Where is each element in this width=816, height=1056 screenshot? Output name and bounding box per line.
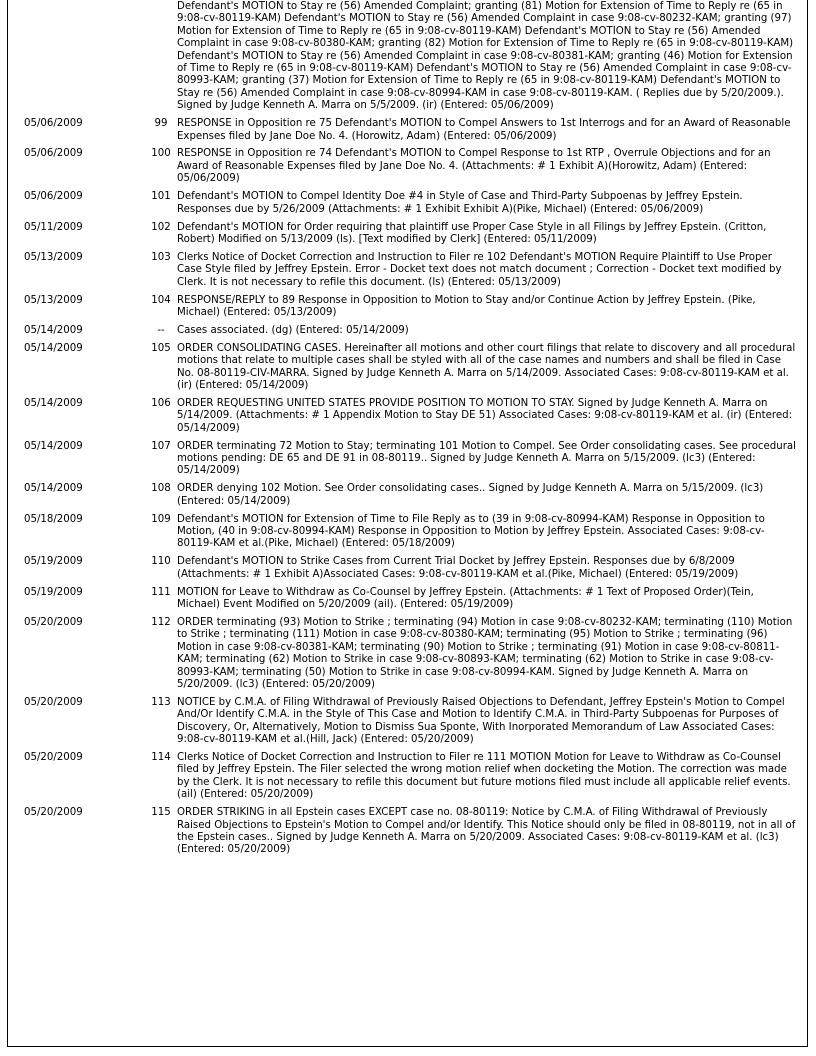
- entry-text: MOTION for Leave to Withdraw as Co-Counsel by Jeffrey Epstein. (Attachments: # 1 Text of Proposed Order)(Tein, Michael) Event Modified on 5/20/2009 (ail). (Entered: 05/19/2009): [177, 586, 754, 611]
- entry-number: 105: [151, 342, 171, 354]
- entry-number: [155, 1, 168, 118]
- entry-date: 05/06/2009: [24, 148, 83, 160]
- entry-text: RESPONSE in Opposition re 75 Defendant's MOTION to Compel Answers to 1st Interrogs and for an Award of Reasonable Expenses filed by Jane Doe No. 4. (Horowitz, Adam) (Entered: 05/06/2009): [177, 118, 791, 142]
- entry-date: 05/19/2009: [24, 556, 83, 568]
- docket-entry: [8, 752, 808, 807]
- entry-number: 102: [151, 221, 171, 233]
- entry-date: 05/13/2009: [24, 251, 83, 263]
- docket-entry: [8, 441, 808, 484]
- docket-entry: [8, 148, 808, 191]
- entry-number: --: [157, 324, 165, 336]
- entry-date: 05/18/2009: [24, 513, 83, 525]
- entry-text: ORDER denying 102 Motion. See Order consolidating cases.. Signed by Judge Kenneth A. Marra on 5/15/2009. (lc3) (Entered: 05/14/2009): [177, 483, 764, 507]
- entry-number: 104: [151, 294, 171, 306]
- docket-entry: [8, 587, 808, 617]
- entry-number: 99: [154, 118, 168, 130]
- entry-date: 05/20/2009: [24, 807, 83, 819]
- entry-text: Defendant's MOTION to Strike Cases from Current Trial Docket by Jeffrey Epstein. Responses due by 6/8/2009 (Attachments: # 1 Exhibit A)Associated Cases: 9:08-cv-80119-KAM et al.(Pike, Michael) (Entered: 05/19/2009): [177, 556, 739, 580]
- entry-number: 113: [151, 696, 171, 708]
- entry-date: 05/20/2009: [24, 696, 83, 708]
- entry-text: ORDER CONSOLIDATING CASES. Hereinafter all motions and other court filings that relate to discovery and all procedural motions that relate to multiple cases shall be styled with all of the case names and numbers and shall be filed in Case No. 08-80119-CIV-MARRA. Signed by Judge Kenneth A. Marra on 5/14/2009. Associated Cases: 9:08-cv-80119-KAM et al. (ir) (Entered: 05/14/2009): [177, 342, 796, 391]
- entry-number: 111: [151, 586, 171, 598]
- entry-text: Cases associated. (dg) (Entered: 05/14/2009): [177, 324, 409, 336]
- entry-number: 107: [151, 440, 171, 452]
- docket-entry: [8, 556, 808, 586]
- entry-date: 05/20/2009: [24, 616, 83, 628]
- entry-text: RESPONSE in Opposition re 74 Defendant's MOTION to Compel Response to 1st RTP , Overrule Objections and for an Award of Reasonable Expenses filed by Jane Doe No. 4. (Attachments: # 1 Exhibit A)(Horowitz, Adam) (Entered: 05/06/2009): [177, 148, 771, 185]
- entry-text: ORDER REQUESTING UNITED STATES PROVIDE POSITION TO MOTION TO STAY. Signed by Judge Kenneth A. Marra on 5/14/2009. (Attachments: # 1 Appendix Motion to Stay DE 51) Associated Cases: 9:08-cv-80119-KAM et al. (ir) (Entered: 05/14/2009): [177, 397, 793, 434]
- entry-text: Defendant's MOTION for Order requiring that plaintiff use Proper Case Style in all Filings by Jeffrey Epstein. (Critton, Robert) Modified on 5/13/2009 (ls). [Text modified by Clerk] (Entered: 05/11/2009): [177, 221, 767, 245]
- entry-text: ORDER terminating 72 Motion to Stay; terminating 101 Motion to Compel. See Order consolidating cases. See procedural motions pending: DE 65 and DE 91 in 08-80119.. Signed by Judge Kenneth A. Marra on 5/15/2009. (lc3) (Entered: 05/14/2009): [177, 440, 796, 477]
- docket-entry: [8, 325, 808, 343]
- entry-date: 05/14/2009: [24, 324, 83, 336]
- docket-entry-continued: [8, 1, 808, 118]
- docket-entry: [8, 252, 808, 295]
- docket-entry: [8, 514, 808, 557]
- docket-table: [8, 1, 808, 862]
- entry-text: Defendant's MOTION to Compel Identity Doe #4 in Style of Case and Third-Party Subpoenas by Jeffrey Epstein. Responses due by 5/26/2009 (Attachments: # 1 Exhibit Exhibit A)(Pike, Michael) (Entered: 05/06/2009): [177, 191, 743, 215]
- docket-entry: [8, 398, 808, 441]
- entry-date: 05/11/2009: [24, 221, 83, 233]
- entry-date: 05/14/2009: [24, 440, 83, 452]
- entry-date: 05/06/2009: [24, 191, 83, 203]
- entry-text: ORDER terminating (93) Motion to Strike ; terminating (94) Motion in case 9:08-cv-80232-KAM; terminating (110) Motion to Strike ; terminating (111) Motion in case 9:08-cv-80380-KAM; terminating (95) Motion to Strike ; terminating (96) Motion in case 9:08-cv-80381-KAM; terminating (90) Motion to Strike ; terminating (91) Motion in case 9:08-cv-80811-KAM; terminating (62) Motion to Strike in case 9:08-cv-80893-KAM; terminating (62) Motion to Strike in case 9:08-cv-80993-KAM; terminating (50) Motion to Strike in case 9:08-cv-80994-KAM. Signed by Judge Kenneth A. Marra on 5/20/2009. (lc3) (Entered: 05/20/2009): [177, 616, 793, 690]
- entry-text: Defendant's MOTION for Extension of Time to File Reply as to (39 in 9:08-cv-80994-KAM) Response in Opposition to Motion, (40 in 9:08-cv-80994-KAM) Response in Opposition to Motion by Jeffrey Epstein. Associated Cases: 9:08-cv-80119-KAM et al.(Pike, Michael) (Entered: 05/18/2009): [177, 513, 765, 550]
- entry-number: 108: [151, 483, 171, 495]
- entry-date: 05/14/2009: [24, 342, 83, 354]
- docket-entry: [8, 697, 808, 752]
- entry-text: ORDER STRIKING in all Epstein cases EXCEPT case no. 08-80119: Notice by C.M.A. of Filing Withdrawal of Previously Raised Objections to Epstein's Motion to Compel and/or Identify. This Notice should only be filed in 08-80119, not in all of the Epstein cases.. Signed by Judge Kenneth A. Marra on 5/20/2009. Associated Cases: 9:08-cv-80119-KAM et al. (lc3) (Entered: 05/20/2009): [177, 807, 796, 856]
- entry-number: 109: [151, 513, 171, 525]
- entry-text: Clerks Notice of Docket Correction and Instruction to Filer re 111 MOTION Motion for Leave to Withdraw as Co-Counsel filed by Jeffrey Epstein. The Filer selected the wrong motion relief when docketing the Motion. The correction was made by the Clerk. It is not necessary to refile this document but future motions filed must include all applicable relief events. (ail) (Entered: 05/20/2009): [177, 752, 791, 801]
- docket-entry: [8, 118, 808, 148]
- docket-entry: [8, 222, 808, 252]
- entry-date: 05/19/2009: [24, 586, 83, 598]
- entry-date: 05/14/2009: [24, 483, 83, 495]
- entry-number: 115: [151, 807, 171, 819]
- docket-entry: [8, 191, 808, 221]
- docket-entry: [8, 343, 808, 398]
- entry-number: 114: [151, 752, 171, 764]
- entry-number: 100: [151, 148, 171, 160]
- docket-entry: [8, 295, 808, 325]
- entry-text: NOTICE by C.M.A. of Filing Withdrawal of Previously Raised Objections to Defendant, Jeffrey Epstein's Motion to Compel And/Or Identify C.M.A. in the Style of This Case and Motion to Identify C.M.A. in Third-Party Subpoenas for Purposes of Discovery, Or, Alternatively, Motion to Dismiss Sua Sponte, With Inorporated Memorandum of Law Associated Cases: 9:08-cv-80119-KAM et al.(Hill, Jack) (Entered: 05/20/2009): [177, 696, 785, 746]
- entry-number: 110: [151, 556, 171, 568]
- entry-date: 05/20/2009: [24, 752, 83, 764]
- entry-text: RESPONSE/REPLY to 89 Response in Opposition to Motion to Stay and/or Continue Action by Jeffrey Epstein. (Pike, Michael) (Entered: 05/13/2009): [177, 294, 756, 318]
- docket-entry: [8, 617, 808, 697]
- entry-text: Clerks Notice of Docket Correction and Instruction to Filer re 102 Defendant's MOTION Require Plaintiff to Use Proper Case Style filed by Jeffrey Epstein. Error - Docket text does not match document ; Correction - Docket text modified by Clerk. It is not necessary to refile this document. (ls) (Entered: 05/13/2009): [177, 251, 782, 288]
- entry-date: [8, 1, 155, 118]
- entry-number: 103: [151, 251, 171, 263]
- entry-number: 112: [151, 616, 171, 628]
- entry-date: 05/13/2009: [24, 294, 83, 306]
- entry-date: 05/06/2009: [24, 118, 83, 130]
- entry-number: 101: [151, 191, 171, 203]
- docket-entry: [8, 483, 808, 513]
- entry-date: 05/14/2009: [24, 397, 83, 409]
- entry-number: 106: [151, 397, 171, 409]
- docket-entry: [8, 807, 808, 862]
- entry-text: Defendant's MOTION to Stay re (56) Amended Complaint; granting (81) Motion for Extension of Time to Reply re (65 in 9:08-cv-80119-KAM) Defendant's MOTION to Stay re (56) Amended Complaint in case 9:08-cv-80232-KAM; granting (97) Motion for Extension of Time to Reply re (65 in 9:08-cv-80119-KAM) Defendant's MOTION to Stay re (56) Amended Complaint in case 9:08-cv-80380-KAM; granting (82) Motion for Extension of Time to Reply re (65 in 9:08-cv-80119-KAM) Defendant's MOTION to Stay re (56) Amended Complaint in case 9:08-cv-80381-KAM; granting (46) Motion for Extension of Time to Reply re (65 in 9:08-cv-80119-KAM) Defendant's MOTION to Stay re (56) Amended Complaint in case 9:08-cv-80993-KAM; granting (37) Motion for Extension of Time to Reply re (65 in 9:08-cv-80119-KAM) Defendant's MOTION to Stay re (56) Amended Complaint in case 9:08-cv-80994-KAM in case 9:08-cv-80119-KAM. ( Replies due by 5/20/2009.). Signed by Judge Kenneth A. Marra on 5/5/2009. (ir) (Entered: 05/06/2009): [177, 1, 794, 112]
